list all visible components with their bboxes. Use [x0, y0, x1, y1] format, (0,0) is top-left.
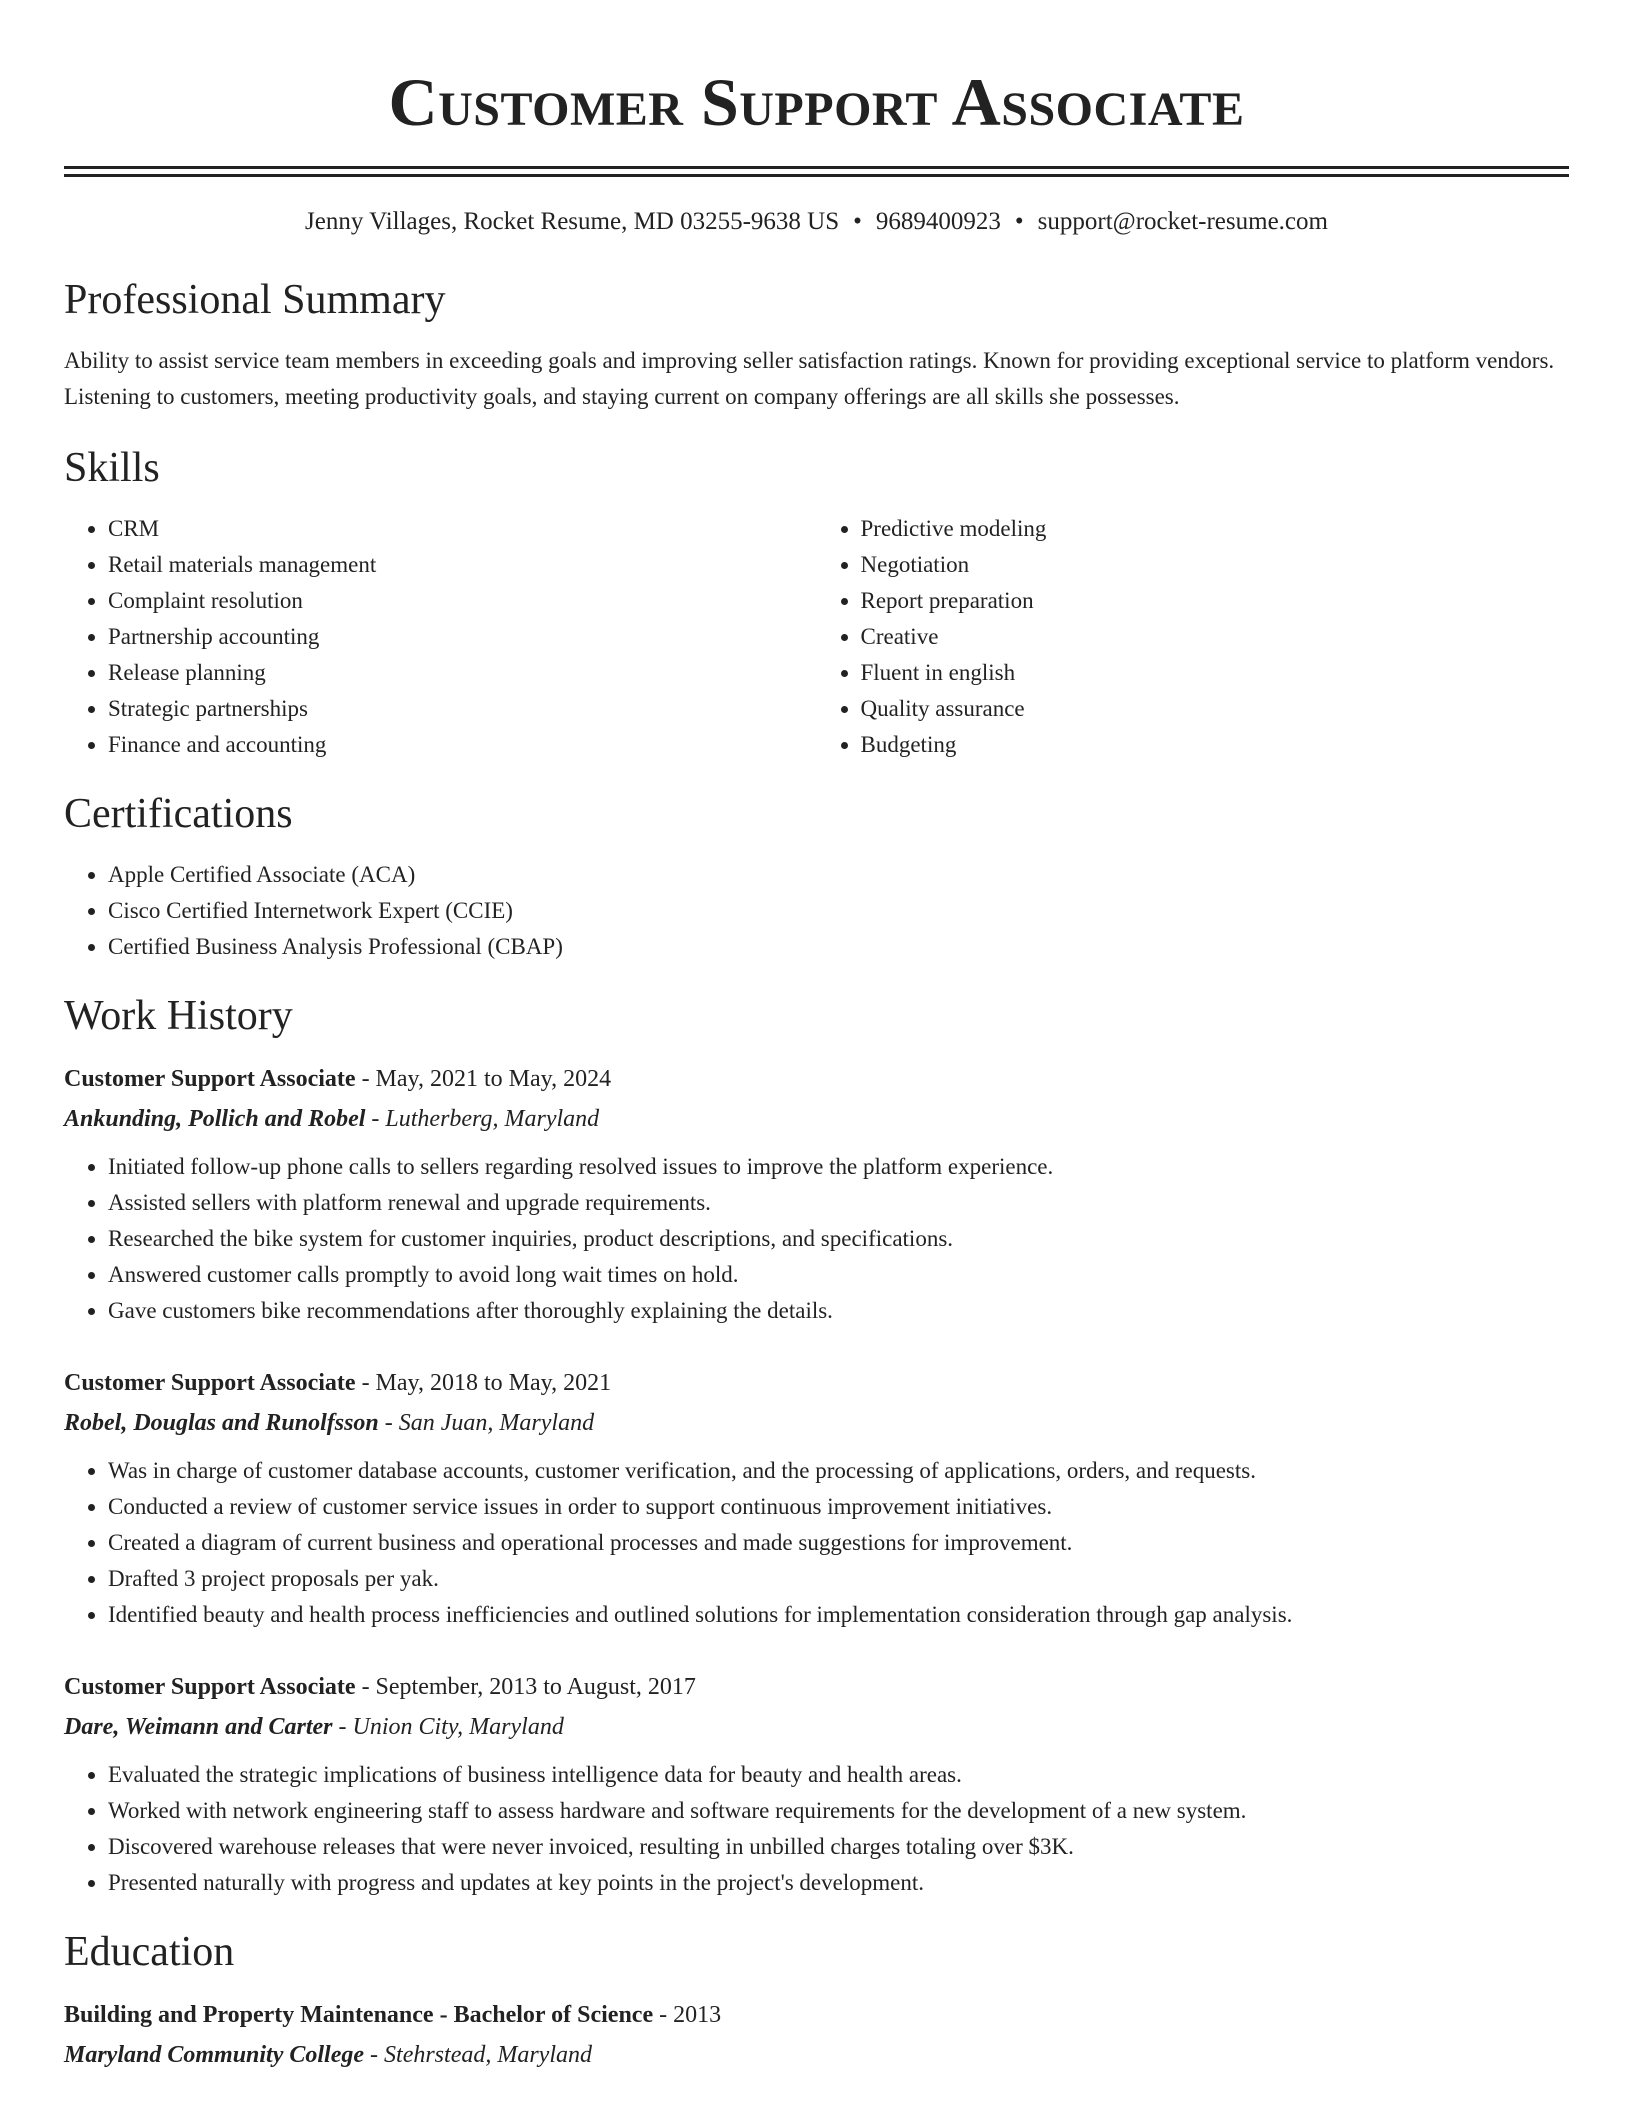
skills-columns [64, 511, 1569, 763]
job-bullet: • Assisted sellers with platform renewal and upgrade requirements. [108, 1185, 1569, 1221]
job-dates: - September, 2013 to August, 2017 [355, 1674, 696, 1700]
certifications-list [64, 857, 1569, 965]
section-heading-work-history: Work History [64, 993, 293, 1039]
job-dates: - May, 2021 to May, 2024 [355, 1066, 612, 1092]
education-degree: Building and Property Maintenance - Bachelor of Science [64, 2002, 654, 2028]
education-entry [64, 1995, 1569, 2075]
job-entry [64, 1059, 1569, 1329]
job-title-line [64, 1363, 1569, 1403]
job-company-line [64, 1403, 1569, 1443]
job-title-line [64, 1059, 1569, 1099]
job-bullet: • Evaluated the strategic implications of business intelligence data for beauty and health areas. [108, 1757, 1569, 1793]
job-company: Dare, Weimann and Carter [64, 1714, 333, 1740]
job-entry [64, 1667, 1569, 1901]
job-bullets [64, 1453, 1569, 1633]
job-bullets [64, 1757, 1569, 1901]
job-company-line [64, 1099, 1569, 1139]
job-company: Robel, Douglas and Runolfsson [64, 1410, 379, 1436]
certification-item: • Certified Business Analysis Professional (CBAP) [108, 929, 1569, 965]
skills-list-left [64, 511, 817, 763]
section-heading-certifications: Certifications [64, 791, 293, 837]
skill-item: • Quality assurance [861, 691, 1570, 727]
job-bullets [64, 1149, 1569, 1329]
contact-line [64, 205, 1569, 239]
skill-item: • Complaint resolution [108, 583, 817, 619]
job-bullet: • Drafted 3 project proposals per yak. [108, 1561, 1569, 1597]
skill-item: • Report preparation [861, 583, 1570, 619]
job-title-line [64, 1667, 1569, 1707]
education-degree-line [64, 1995, 1569, 2035]
skill-item: • Retail materials management [108, 547, 817, 583]
job-bullet: • Answered customer calls promptly to avoid long wait times on hold. [108, 1257, 1569, 1293]
job-bullet: • Gave customers bike recommendations after thoroughly explaining the details. [108, 1293, 1569, 1329]
education-year: - 2013 [653, 2002, 722, 2028]
skill-item: • Creative [861, 619, 1570, 655]
skill-item: • Predictive modeling [861, 511, 1570, 547]
job-company: Ankunding, Pollich and Robel [64, 1106, 366, 1132]
job-bullet: • Created a diagram of current business and operational processes and made suggestions for improvement. [108, 1525, 1569, 1561]
job-entry [64, 1363, 1569, 1633]
contact-phone: 9689400923 [875, 208, 1001, 235]
education-school-line [64, 2035, 1569, 2075]
header-divider [64, 166, 1569, 177]
skill-item: • Strategic partnerships [108, 691, 817, 727]
skill-item: • Release planning [108, 655, 817, 691]
summary-text: Ability to assist service team members in exceeding goals and improving seller satisfaction ratings. Known for providing exceptional service to platform vendors. Listening to customers, meeting productivity goals, and staying current on company offerings are all skills she possesses. [64, 348, 1555, 409]
certification-item: • Cisco Certified Internetwork Expert (CCIE) [108, 893, 1569, 929]
contact-separator: • [853, 208, 862, 235]
job-location: - Union City, Maryland [332, 1714, 564, 1740]
contact-separator: • [1014, 208, 1024, 235]
section-heading-summary: Professional Summary [64, 277, 446, 323]
contact-email: support@rocket-resume.com [1037, 208, 1328, 235]
skill-item: • Partnership accounting [108, 619, 817, 655]
job-title: Customer Support Associate [64, 1370, 356, 1396]
skill-item: • Finance and accounting [108, 727, 817, 763]
section-heading-education: Education [64, 1929, 235, 1975]
job-bullet: • Was in charge of customer database accounts, customer verification, and the processing of applications, orders, and requests. [108, 1453, 1569, 1489]
skills-list-right [817, 511, 1570, 763]
job-bullet: • Presented naturally with progress and updates at key points in the project's development. [108, 1865, 1569, 1901]
skill-item: • Fluent in english [861, 655, 1570, 691]
job-location: - Lutherberg, Maryland [365, 1106, 600, 1132]
contact-address: Jenny Villages, Rocket Resume, MD 03255-9638 US [305, 208, 840, 235]
job-company-line [64, 1707, 1569, 1747]
job-bullet: • Worked with network engineering staff to assess hardware and software requirements for the development of a new system. [108, 1793, 1569, 1829]
job-bullet: • Discovered warehouse releases that were never invoiced, resulting in unbilled charges totaling over $3K. [108, 1829, 1569, 1865]
job-title: Customer Support Associate [64, 1674, 356, 1700]
resume-name: Customer Support Associate [388, 64, 1245, 140]
skill-item: • Negotiation [861, 547, 1570, 583]
certification-item: • Apple Certified Associate (ACA) [108, 857, 1569, 893]
job-bullet: • Initiated follow-up phone calls to sellers regarding resolved issues to improve the platform experience. [108, 1149, 1569, 1185]
resume-page [64, 0, 1569, 2075]
job-location: - San Juan, Maryland [378, 1410, 595, 1436]
education-school: Maryland Community College [64, 2042, 365, 2068]
skill-item: • Budgeting [861, 727, 1570, 763]
skill-item: • CRM [108, 511, 817, 547]
job-bullet: • Researched the bike system for customer inquiries, product descriptions, and specifications. [108, 1221, 1569, 1257]
education-location: - Stehrstead, Maryland [364, 2042, 592, 2068]
job-title: Customer Support Associate [64, 1066, 356, 1092]
job-bullet: • Identified beauty and health process inefficiencies and outlined solutions for implementation consideration through gap analysis. [108, 1597, 1569, 1633]
section-heading-skills: Skills [64, 445, 160, 491]
job-bullet: • Conducted a review of customer service issues in order to support continuous improvement initiatives. [108, 1489, 1569, 1525]
job-dates: - May, 2018 to May, 2021 [355, 1370, 612, 1396]
